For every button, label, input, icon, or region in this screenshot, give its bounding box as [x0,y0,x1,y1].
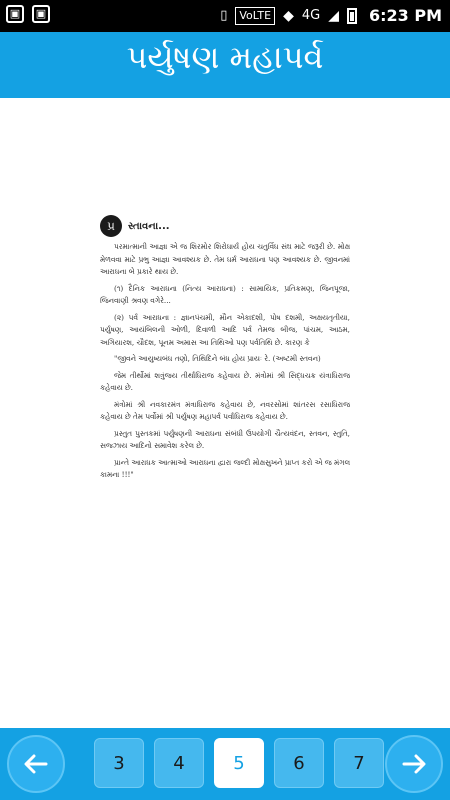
heading-badge: પ્ર [100,215,122,237]
status-bar [0,0,450,32]
paragraph-2: (૧) દૈનિક આરાધના (નિત્ય આરાધના) : સામાયિક, પ્રતિક્રમણ, જિનપૂજા, જિનવાણી શ્રવણ વગેરે... [100,283,350,305]
section-heading [100,215,350,237]
signal-icon: ◢ [328,7,339,24]
paragraph-8: પ્રાન્તે આરાધક આત્માઓ આરાધના દ્વારા જલ્દી મોક્ષસુખને પ્રાપ્ત કરો એ જ મંગલ કામના !!!" [100,457,350,479]
app-bar [0,32,450,98]
bottom-navigation [0,728,450,800]
app-title: પર્યુષણ મહાપર્વ [126,38,324,76]
paragraph-3: (૨) પર્વ આરાધના : જ્ઞાનપંચમી, મૌન એકાદશી, પોષ દશમી, અક્ષયતૃતીયા, પર્યુષણ, આયંબિલની ઓળી, દિવાળી આદિ પર્વ તેમજ બીજ, પાંચમ, આઠમ, અગિયારશ, ચૌદશ, પૂનમ અમાસ આ તિથિઓ પણ પર્વતિથિ છે. કારણ કે [100,312,350,347]
vibrate-icon: ▯ [220,8,228,23]
battery-icon [347,8,357,24]
wifi-icon: ◆ [283,7,294,24]
heading-text: સ્તાવના... [128,220,170,232]
volte-badge: VoLTE [235,7,275,25]
paragraph-6: મંત્રોમાં શ્રી નવકારમંત્ર મંત્રાધિરાજ કહેવાય છે, નવરસોમાં શાંતરસ રસાધિરાજ કહેવાય છે તેમ પર્વોમાં શ્રી પર્યુષણ મહાપર્વ પર્વાધિરાજ કહેવાય છે. [100,399,350,421]
system-tray [220,6,442,25]
paragraph-4: "જીવને આયુષ્યબંધ તણો, તિથિદિને બંધ હોય પ્રાયઃ રે. (અષ્ટમી સ્તવન) [114,354,321,363]
paragraph-7: પ્રસ્તુત પુસ્તકમાં પર્યુષણની આરાધના સંબંધી ઉપયોગી ચૈત્યવંદન, સ્તવન, સ્તુતિ, સજ્ઝાય આદિનો સમાવેશ કરેલ છે. [100,428,350,450]
arrow-right-icon [399,749,429,779]
notification-icon-2: ▣ [32,5,50,23]
page-button-6[interactable]: 6 [274,738,324,788]
notification-icons [6,5,50,23]
document-page [100,215,350,595]
paragraph-5: જેમ તીર્થોમાં શત્રુંજય તીર્થાધિરાજ કહેવાય છે. મંત્રોમાં શ્રી સિદ્ધચક્ર યંત્રાધિરાજ કહેવાય છે. [100,370,350,392]
page-button-7[interactable]: 7 [334,738,384,788]
network-type: 4G [301,8,321,23]
page-selector [88,738,365,790]
page-button-3[interactable]: 3 [94,738,144,788]
notification-icon: ▣ [6,5,24,23]
arrow-left-icon [21,749,51,779]
paragraph-1: પરમાત્માની આજ્ઞા એ જ શિરમોર શિરોધાર્ય હોય ચતુર્વિધ સંઘ માટે જરૂરી છે. મોક્ષ મેળવવા માટે પ્રભુ આજ્ઞા આવશ્યક છે. તેમ ધર્મ આરાધના પણ આવશ્યક છે. જીવનમાં આરાધના બે પ્રકારે થાય છે. [100,242,350,276]
next-page-button[interactable] [385,735,443,793]
page-button-4[interactable]: 4 [154,738,204,788]
page-button-5-active[interactable]: 5 [214,738,264,788]
clock: 6:23 PM [368,6,442,25]
prev-page-button[interactable] [7,735,65,793]
